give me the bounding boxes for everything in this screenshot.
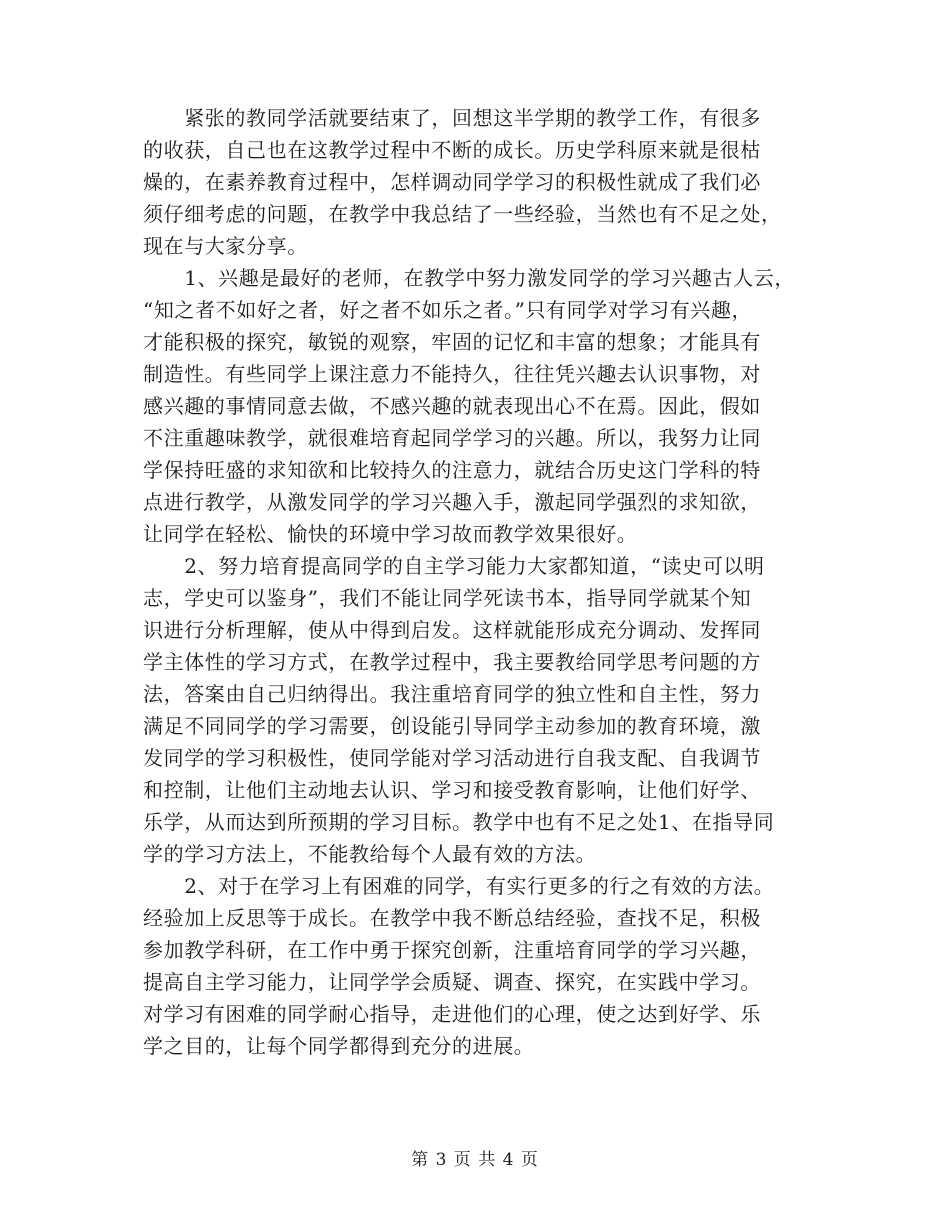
document-body bbox=[143, 102, 823, 1062]
text-line: 发同学的学习积极性，使同学能对学习活动进行自我支配、自我调节 bbox=[143, 746, 761, 770]
text-line: 和控制，让他们主动地去认识、学习和接受教育影响，让他们好学、 bbox=[143, 778, 761, 802]
text-line: 学之目的，让每个同学都得到充分的进展。 bbox=[143, 1034, 535, 1058]
text-line: 须仔细考虑的问题，在教学中我总结了一些经验，当然也有不足之处， bbox=[143, 202, 782, 226]
text-line: 2、对于在学习上有困难的同学，有实行更多的行之有效的方法。 bbox=[143, 874, 775, 898]
page-number-footer: 第 3 页 共 4 页 bbox=[411, 1150, 539, 1170]
text-line: 学的学习方法上，不能教给每个人最有效的方法。 bbox=[143, 842, 597, 866]
text-line: 1、兴趣是最好的老师，在教学中努力激发同学的学习兴趣古人云， bbox=[143, 266, 795, 290]
text-line: 对学习有困难的同学耐心指导，走进他们的心理，使之达到好学、乐 bbox=[143, 1002, 761, 1026]
text-line: 的收获，自己也在这教学过程中不断的成长。历史学科原来就是很枯 bbox=[143, 138, 761, 162]
text-line: 经验加上反思等于成长。在教学中我不断总结经验，查找不足，积极 bbox=[143, 906, 761, 930]
text-line: 不注重趣味教学，就很难培育起同学学习的兴趣。所以，我努力让同 bbox=[143, 426, 761, 450]
text-line: 学保持旺盛的求知欲和比较持久的注意力，就结合历史这门学科的特 bbox=[143, 458, 761, 482]
text-line: 提高自主学习能力，让同学学会质疑、调查、探究，在实践中学习。 bbox=[143, 970, 761, 994]
text-line: 点进行教学，从激发同学的学习兴趣入手，激起同学强烈的求知欲， bbox=[143, 490, 761, 514]
text-line: “知之者不如好之者，好之者不如乐之者。”只有同学对学习有兴趣， bbox=[143, 298, 753, 322]
text-line: 现在与大家分享。 bbox=[143, 234, 308, 258]
text-line: 燥的，在素养教育过程中，怎样调动同学学习的积极性就成了我们必 bbox=[143, 170, 761, 194]
text-line: 感兴趣的事情同意去做，不感兴趣的就表现出心不在焉。因此，假如 bbox=[143, 394, 761, 418]
text-line: 法，答案由自己归纳得出。我注重培育同学的独立性和自主性，努力 bbox=[143, 682, 761, 706]
text-line: 志，学史可以鉴身”，我们不能让同学死读书本，指导同学就某个知 bbox=[143, 586, 752, 610]
text-line: 参加教学科研，在工作中勇于探究创新，注重培育同学的学习兴趣， bbox=[143, 938, 761, 962]
text-line: 学主体性的学习方式，在教学过程中，我主要教给同学思考问题的方 bbox=[143, 650, 761, 674]
text-line: 识进行分析理解，使从中得到启发。这样就能形成充分调动、发挥同 bbox=[143, 618, 761, 642]
text-line: 满足不同同学的学习需要，创设能引导同学主动参加的教育环境，激 bbox=[143, 714, 761, 738]
text-line: 让同学在轻松、愉快的环境中学习故而教学效果很好。 bbox=[143, 522, 638, 546]
text-line: 制造性。有些同学上课注意力不能持久，往往凭兴趣去认识事物，对 bbox=[143, 362, 761, 386]
text-line: 2、努力培育提高同学的自主学习能力大家都知道，“读史可以明 bbox=[143, 554, 765, 578]
text-line: 才能积极的探究，敏锐的观察，牢固的记忆和丰富的想象；才能具有 bbox=[143, 330, 761, 354]
text-line: 紧张的教同学活就要结束了，回想这半学期的教学工作，有很多 bbox=[143, 106, 761, 130]
text-line: 乐学，从而达到所预期的学习目标。教学中也有不足之处1、在指导同 bbox=[143, 810, 775, 834]
